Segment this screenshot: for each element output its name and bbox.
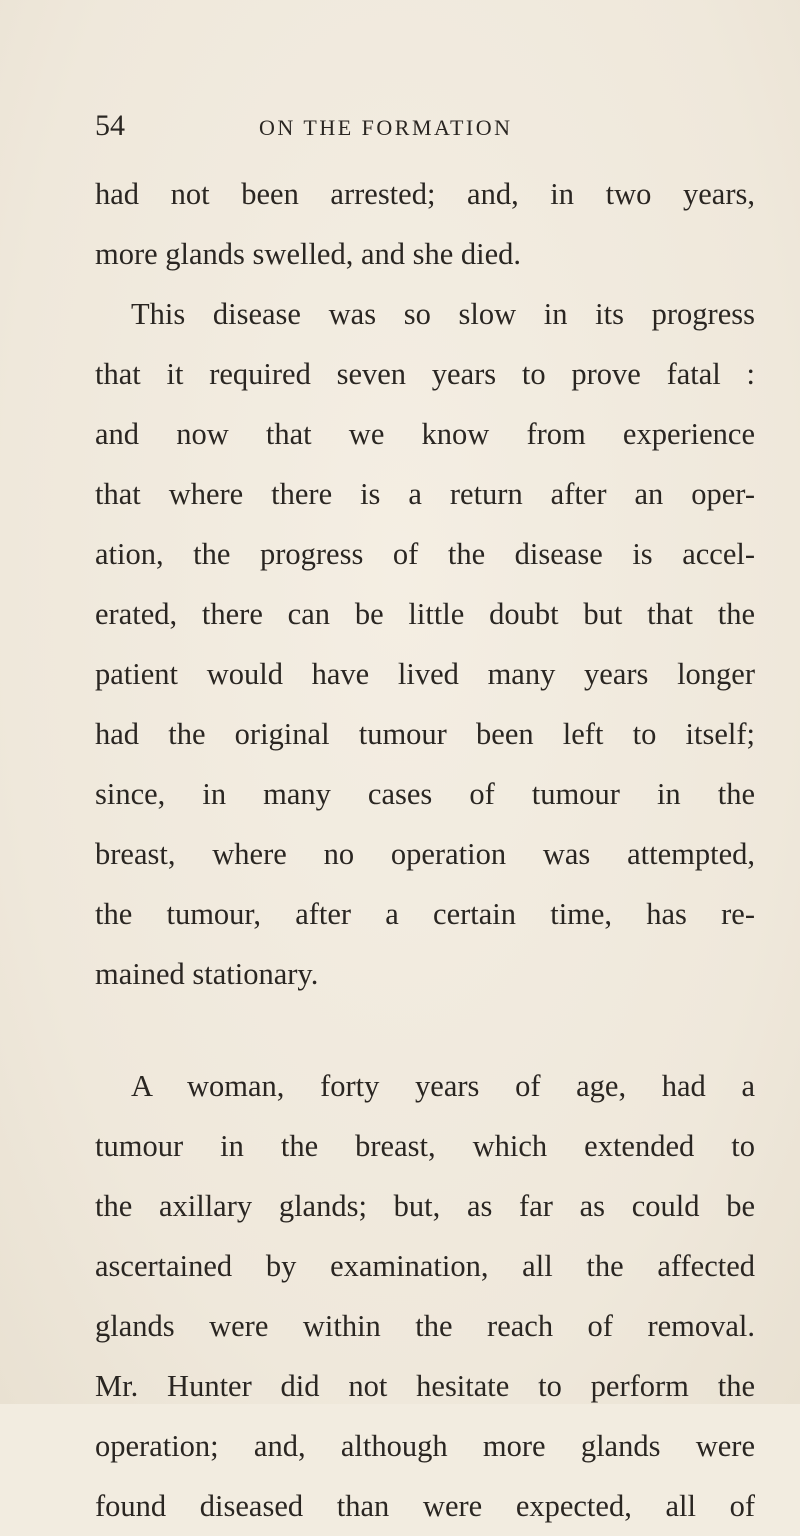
text-line: the axillary glands; but, as far as could be (95, 1189, 755, 1223)
body-text (95, 164, 755, 1536)
text-line: patient would have lived many years longer (95, 657, 755, 691)
text-line: ascertained by examination, all the affected (95, 1249, 755, 1283)
text-line: and now that we know from experience (95, 417, 755, 451)
text-line: This disease was so slow in its progress (131, 297, 755, 331)
text-line: the tumour, after a certain time, has re- (95, 897, 755, 931)
text-line: since, in many cases of tumour in the (95, 777, 755, 811)
text-line: that where there is a return after an oper- (95, 477, 755, 511)
text-line: glands were within the reach of removal. (95, 1309, 755, 1343)
text-line: mained stationary. (95, 957, 319, 991)
text-line: Mr. Hunter did not hesitate to perform the (95, 1369, 755, 1403)
text-line: ation, the progress of the disease is accel- (95, 537, 755, 571)
text-line: operation; and, although more glands were (95, 1429, 755, 1463)
paragraph-1 (95, 164, 755, 284)
text-line: tumour in the breast, which extended to (95, 1129, 755, 1163)
text-line: breast, where no operation was attempted, (95, 837, 755, 871)
paragraph-gap (95, 1004, 755, 1056)
text-line: found diseased than were expected, all of (95, 1489, 755, 1523)
paragraph-3 (95, 1056, 755, 1536)
text-line: A woman, forty years of age, had a (131, 1069, 755, 1103)
page-header (95, 106, 755, 146)
paragraph-2 (95, 284, 755, 1004)
text-line: that it required seven years to prove fatal : (95, 357, 755, 391)
text-line: erated, there can be little doubt but that the (95, 597, 755, 631)
page-number: 54 (95, 109, 125, 142)
text-line: more glands swelled, and she died. (95, 237, 522, 271)
running-head: ON THE FORMATION (259, 115, 513, 140)
text-line: had not been arrested; and, in two years, (95, 177, 755, 211)
text-line: had the original tumour been left to itself; (95, 717, 755, 751)
